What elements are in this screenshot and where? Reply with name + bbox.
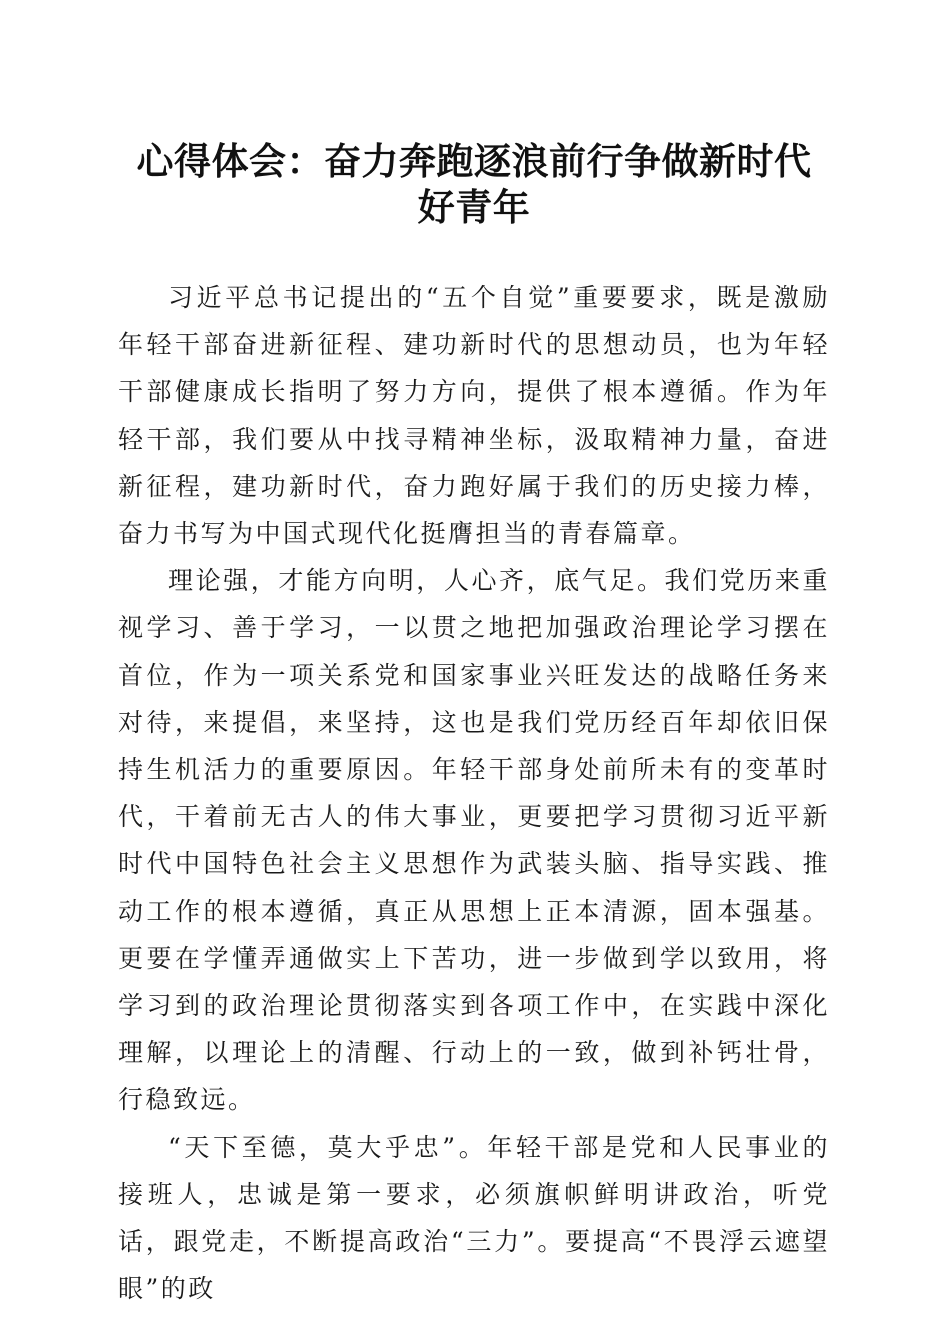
paragraph: “天下至德，莫大乎忠”。年轻干部是党和人民事业的接班人，忠诚是第一要求，必须旗帜鲜明讲政治，听党话，跟党走，不断提高政治“三力”。要提高“不畏浮云遮望眼”的政 (118, 1132, 830, 1304)
paragraph: 理论强，才能方向明，人心齐，底气足。我们党历来重视学习、善于学习，一以贯之地把加强政治理论学习摆在首位，作为一项关系党和国家事业兴旺发达的战略任务来对待，来提倡，来坚持，这也是我们党历经百年却依旧保持生机活力的重要原因。年轻干部身处前所未有的变革时代，干着前无古人的伟大事业，更要把学习贯彻习近平新时代中国特色社会主义思想作为武装头脑、指导实践、推动工作的根本遵循，真正从思想上正本清源，固本强基。更要在学懂弄通做实上下苦功，进一步做到学以致用，将学习到的政治理论贯彻落实到各项工作中，在实践中深化理解，以理论上的清醒、行动上的一致，做到补钙壮骨，行稳致远。 (118, 566, 830, 1115)
document-title: 心得体会：奋力奔跑逐浪前行争做新时代好青年 (136, 139, 812, 229)
document-body (118, 274, 830, 1312)
paragraph: 习近平总书记提出的“五个自觉”重要要求，既是激励年轻干部奋进新征程、建功新时代的思想动员，也为年轻干部健康成长指明了努力方向，提供了根本遵循。作为年轻干部，我们要从中找寻精神坐标，汲取精神力量，奋进新征程，建功新时代，奋力跑好属于我们的历史接力棒，奋力书写为中国式现代化挺膺担当的青春篇章。 (118, 283, 830, 549)
